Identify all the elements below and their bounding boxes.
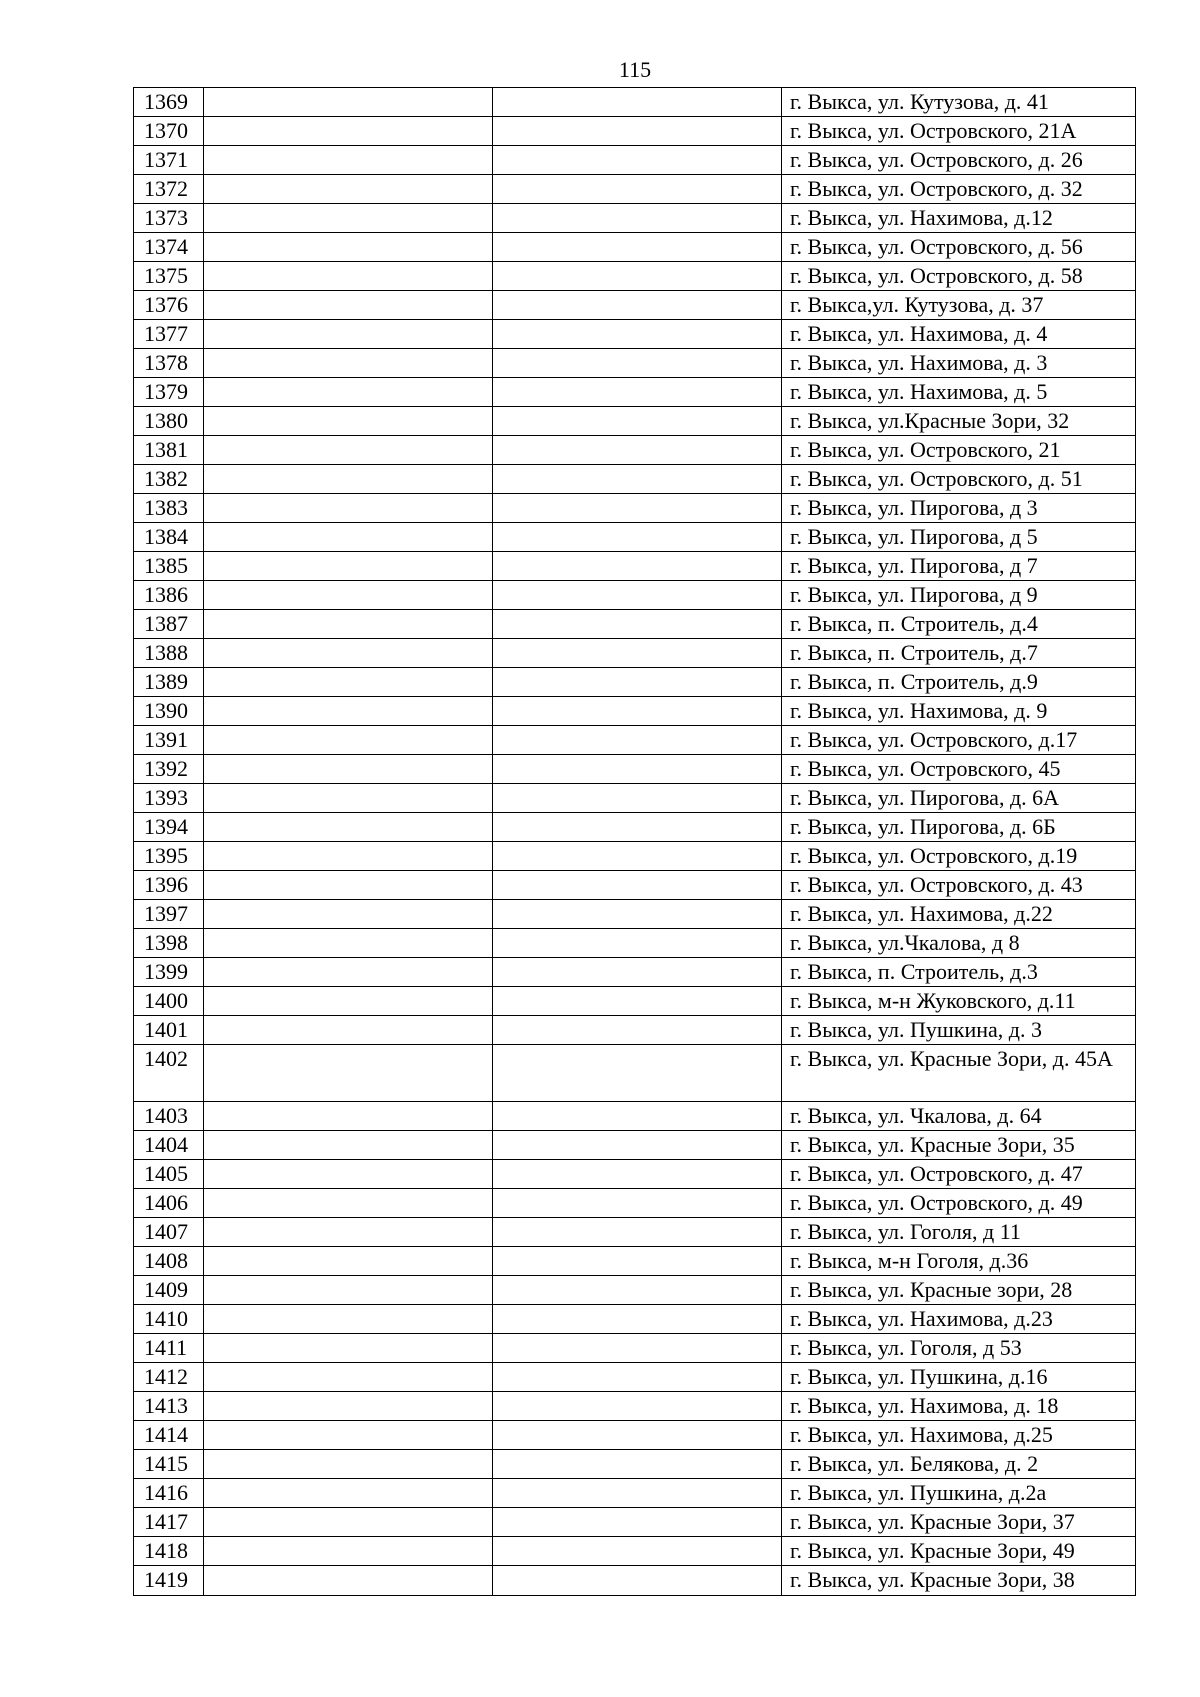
empty-cell (493, 1305, 782, 1334)
table-row (134, 349, 1136, 378)
row-number-cell: 1384 (134, 523, 204, 552)
address-cell: г. Выкса, ул. Красные Зори, 38 (782, 1566, 1136, 1596)
row-number-cell: 1379 (134, 378, 204, 407)
table-row (134, 987, 1136, 1016)
address-cell: г. Выкса, ул. Островского, 45 (782, 755, 1136, 784)
empty-cell (493, 1276, 782, 1305)
row-number-cell: 1410 (134, 1305, 204, 1334)
address-cell: г. Выкса, ул. Кутузова, д. 41 (782, 88, 1136, 117)
address-cell: г. Выкса, ул. Красные Зори, 35 (782, 1131, 1136, 1160)
table-row (134, 668, 1136, 697)
row-number-cell: 1382 (134, 465, 204, 494)
empty-cell (204, 378, 493, 407)
row-number-cell: 1395 (134, 842, 204, 871)
empty-cell (493, 1479, 782, 1508)
table-row (134, 523, 1136, 552)
empty-cell (493, 407, 782, 436)
table-row (134, 900, 1136, 929)
empty-cell (204, 1537, 493, 1566)
address-cell: г. Выкса, м-н Жуковского, д.11 (782, 987, 1136, 1016)
empty-cell (493, 146, 782, 175)
empty-cell (204, 175, 493, 204)
table-row (134, 1102, 1136, 1131)
empty-cell (493, 1131, 782, 1160)
table-row (134, 465, 1136, 494)
empty-cell (493, 639, 782, 668)
address-cell: г. Выкса, ул. Нахимова, д.12 (782, 204, 1136, 233)
row-number-cell: 1393 (134, 784, 204, 813)
table-row (134, 842, 1136, 871)
empty-cell (493, 1566, 782, 1596)
table-row (134, 1508, 1136, 1537)
empty-cell (204, 465, 493, 494)
empty-cell (204, 1450, 493, 1479)
empty-cell (204, 1392, 493, 1421)
empty-cell (204, 262, 493, 291)
empty-cell (493, 349, 782, 378)
row-number-cell: 1401 (134, 1016, 204, 1045)
row-number-cell: 1380 (134, 407, 204, 436)
empty-cell (204, 1566, 493, 1596)
empty-cell (493, 929, 782, 958)
table-row (134, 1479, 1136, 1508)
empty-cell (493, 1160, 782, 1189)
address-cell: г. Выкса,ул. Кутузова, д. 37 (782, 291, 1136, 320)
empty-cell (493, 697, 782, 726)
empty-cell (204, 1305, 493, 1334)
empty-cell (204, 610, 493, 639)
empty-cell (493, 233, 782, 262)
row-number-cell: 1392 (134, 755, 204, 784)
empty-cell (204, 88, 493, 117)
empty-cell (493, 958, 782, 987)
address-cell: г. Выкса, ул. Островского, д. 49 (782, 1189, 1136, 1218)
row-number-cell: 1415 (134, 1450, 204, 1479)
empty-cell (493, 436, 782, 465)
empty-cell (204, 958, 493, 987)
empty-cell (493, 1045, 782, 1102)
empty-cell (493, 871, 782, 900)
address-cell: г. Выкса, ул. Островского, 21А (782, 117, 1136, 146)
address-cell: г. Выкса, ул.Чкалова, д 8 (782, 929, 1136, 958)
address-cell: г. Выкса, ул. Гоголя, д 53 (782, 1334, 1136, 1363)
empty-cell (204, 233, 493, 262)
address-cell: г. Выкса, ул. Пирогова, д. 6Б (782, 813, 1136, 842)
empty-cell (204, 1276, 493, 1305)
table-row (134, 581, 1136, 610)
empty-cell (493, 204, 782, 233)
address-cell: г. Выкса, ул.Красные Зори, 32 (782, 407, 1136, 436)
address-cell: г. Выкса, ул. Нахимова, д. 3 (782, 349, 1136, 378)
page-number: 115 (618, 57, 652, 82)
row-number-cell: 1406 (134, 1189, 204, 1218)
empty-cell (493, 842, 782, 871)
empty-cell (204, 987, 493, 1016)
address-cell: г. Выкса, ул. Островского, 21 (782, 436, 1136, 465)
empty-cell (204, 1160, 493, 1189)
empty-cell (204, 146, 493, 175)
row-number-cell: 1399 (134, 958, 204, 987)
row-number-cell: 1375 (134, 262, 204, 291)
row-number-cell: 1370 (134, 117, 204, 146)
empty-cell (493, 175, 782, 204)
table-row (134, 1131, 1136, 1160)
empty-cell (493, 1537, 782, 1566)
empty-cell (493, 1247, 782, 1276)
empty-cell (204, 1421, 493, 1450)
address-cell: г. Выкса, ул. Нахимова, д. 9 (782, 697, 1136, 726)
row-number-cell: 1413 (134, 1392, 204, 1421)
row-number-cell: 1416 (134, 1479, 204, 1508)
table-row (134, 1218, 1136, 1247)
empty-cell (204, 1218, 493, 1247)
empty-cell (493, 1508, 782, 1537)
row-number-cell: 1400 (134, 987, 204, 1016)
empty-cell (204, 755, 493, 784)
row-number-cell: 1403 (134, 1102, 204, 1131)
empty-cell (493, 726, 782, 755)
empty-cell (493, 581, 782, 610)
table-row (134, 1537, 1136, 1566)
row-number-cell: 1383 (134, 494, 204, 523)
empty-cell (493, 523, 782, 552)
address-cell: г. Выкса, ул. Нахимова, д. 5 (782, 378, 1136, 407)
empty-cell (493, 1102, 782, 1131)
table-row (134, 1334, 1136, 1363)
address-cell: г. Выкса, ул. Островского, д. 56 (782, 233, 1136, 262)
address-cell: г. Выкса, п. Строитель, д.4 (782, 610, 1136, 639)
table-row (134, 784, 1136, 813)
empty-cell (493, 1334, 782, 1363)
row-number-cell: 1374 (134, 233, 204, 262)
table-row (134, 929, 1136, 958)
address-cell: г. Выкса, ул. Белякова, д. 2 (782, 1450, 1136, 1479)
empty-cell (493, 1450, 782, 1479)
empty-cell (204, 900, 493, 929)
empty-cell (204, 929, 493, 958)
empty-cell (493, 610, 782, 639)
empty-cell (204, 291, 493, 320)
empty-cell (493, 320, 782, 349)
empty-cell (493, 262, 782, 291)
row-number-cell: 1385 (134, 552, 204, 581)
empty-cell (204, 494, 493, 523)
table-row (134, 1566, 1136, 1596)
row-number-cell: 1417 (134, 1508, 204, 1537)
empty-cell (493, 117, 782, 146)
empty-cell (204, 842, 493, 871)
row-number-cell: 1412 (134, 1363, 204, 1392)
table-row (134, 88, 1136, 117)
table-row (134, 1305, 1136, 1334)
table-row (134, 204, 1136, 233)
table-row (134, 610, 1136, 639)
table-row (134, 233, 1136, 262)
empty-cell (493, 1218, 782, 1247)
empty-cell (493, 378, 782, 407)
empty-cell (493, 291, 782, 320)
row-number-cell: 1387 (134, 610, 204, 639)
row-number-cell: 1386 (134, 581, 204, 610)
address-cell: г. Выкса, м-н Гоголя, д.36 (782, 1247, 1136, 1276)
row-number-cell: 1391 (134, 726, 204, 755)
address-cell: г. Выкса, п. Строитель, д.7 (782, 639, 1136, 668)
address-cell: г. Выкса, ул. Островского, д. 51 (782, 465, 1136, 494)
empty-cell (204, 204, 493, 233)
address-table (133, 87, 1136, 1596)
row-number-cell: 1418 (134, 1537, 204, 1566)
table-body (134, 88, 1136, 1596)
empty-cell (204, 1508, 493, 1537)
table-row (134, 1450, 1136, 1479)
table-row (134, 1247, 1136, 1276)
empty-cell (204, 1102, 493, 1131)
table-row (134, 1189, 1136, 1218)
address-cell: г. Выкса, ул. Пирогова, д 5 (782, 523, 1136, 552)
empty-cell (204, 407, 493, 436)
address-cell: г. Выкса, ул. Островского, д. 32 (782, 175, 1136, 204)
empty-cell (493, 784, 782, 813)
address-cell: г. Выкса, ул. Пирогова, д 3 (782, 494, 1136, 523)
table-row (134, 117, 1136, 146)
row-number-cell: 1404 (134, 1131, 204, 1160)
empty-cell (204, 436, 493, 465)
address-cell: г. Выкса, ул. Пушкина, д. 3 (782, 1016, 1136, 1045)
table-row (134, 813, 1136, 842)
empty-cell (493, 1189, 782, 1218)
row-number-cell: 1373 (134, 204, 204, 233)
table-row (134, 726, 1136, 755)
row-number-cell: 1369 (134, 88, 204, 117)
table-row (134, 552, 1136, 581)
address-cell: г. Выкса, ул. Островского, д.19 (782, 842, 1136, 871)
row-number-cell: 1409 (134, 1276, 204, 1305)
empty-cell (493, 494, 782, 523)
empty-cell (493, 1421, 782, 1450)
address-cell: г. Выкса, ул. Нахимова, д. 4 (782, 320, 1136, 349)
table-row (134, 378, 1136, 407)
address-cell: г. Выкса, ул. Пирогова, д 9 (782, 581, 1136, 610)
row-number-cell: 1414 (134, 1421, 204, 1450)
row-number-cell: 1390 (134, 697, 204, 726)
table-row (134, 639, 1136, 668)
empty-cell (493, 1363, 782, 1392)
address-cell: г. Выкса, ул. Островского, д. 47 (782, 1160, 1136, 1189)
row-number-cell: 1371 (134, 146, 204, 175)
empty-cell (493, 88, 782, 117)
empty-cell (204, 552, 493, 581)
empty-cell (204, 1016, 493, 1045)
empty-cell (204, 1334, 493, 1363)
address-cell: г. Выкса, ул. Нахимова, д.25 (782, 1421, 1136, 1450)
empty-cell (204, 349, 493, 378)
row-number-cell: 1402 (134, 1045, 204, 1102)
table-row (134, 1045, 1136, 1102)
row-number-cell: 1394 (134, 813, 204, 842)
empty-cell (493, 900, 782, 929)
empty-cell (204, 871, 493, 900)
empty-cell (204, 523, 493, 552)
row-number-cell: 1372 (134, 175, 204, 204)
address-cell: г. Выкса, ул. Гоголя, д 11 (782, 1218, 1136, 1247)
address-cell: г. Выкса, ул. Красные зори, 28 (782, 1276, 1136, 1305)
table-row (134, 871, 1136, 900)
address-cell: г. Выкса, ул. Пушкина, д.16 (782, 1363, 1136, 1392)
empty-cell (204, 117, 493, 146)
table-row (134, 1016, 1136, 1045)
empty-cell (204, 639, 493, 668)
table-row (134, 958, 1136, 987)
row-number-cell: 1397 (134, 900, 204, 929)
row-number-cell: 1419 (134, 1566, 204, 1596)
empty-cell (493, 668, 782, 697)
address-cell: г. Выкса, ул. Пушкина, д.2а (782, 1479, 1136, 1508)
empty-cell (204, 1189, 493, 1218)
empty-cell (493, 1392, 782, 1421)
table-row (134, 1363, 1136, 1392)
address-cell: г. Выкса, ул. Красные Зори, д. 45А (782, 1045, 1136, 1102)
table-row (134, 1421, 1136, 1450)
table-row (134, 1160, 1136, 1189)
address-cell: г. Выкса, ул. Красные Зори, 37 (782, 1508, 1136, 1537)
empty-cell (204, 1131, 493, 1160)
table-row (134, 1276, 1136, 1305)
table-row (134, 262, 1136, 291)
empty-cell (204, 1363, 493, 1392)
empty-cell (204, 581, 493, 610)
address-cell: г. Выкса, п. Строитель, д.3 (782, 958, 1136, 987)
row-number-cell: 1405 (134, 1160, 204, 1189)
address-cell: г. Выкса, ул. Нахимова, д. 18 (782, 1392, 1136, 1421)
table-row (134, 494, 1136, 523)
empty-cell (493, 552, 782, 581)
empty-cell (204, 726, 493, 755)
empty-cell (204, 697, 493, 726)
table-row (134, 320, 1136, 349)
empty-cell (204, 1247, 493, 1276)
row-number-cell: 1381 (134, 436, 204, 465)
address-cell: г. Выкса, ул. Красные Зори, 49 (782, 1537, 1136, 1566)
empty-cell (204, 813, 493, 842)
table-row (134, 291, 1136, 320)
address-cell: г. Выкса, ул. Островского, д.17 (782, 726, 1136, 755)
address-cell: г. Выкса, ул. Пирогова, д 7 (782, 552, 1136, 581)
row-number-cell: 1388 (134, 639, 204, 668)
address-cell: г. Выкса, п. Строитель, д.9 (782, 668, 1136, 697)
table-row (134, 1392, 1136, 1421)
row-number-cell: 1396 (134, 871, 204, 900)
row-number-cell: 1408 (134, 1247, 204, 1276)
table-row (134, 407, 1136, 436)
row-number-cell: 1411 (134, 1334, 204, 1363)
address-cell: г. Выкса, ул. Островского, д. 26 (782, 146, 1136, 175)
empty-cell (493, 987, 782, 1016)
table-row (134, 175, 1136, 204)
empty-cell (493, 813, 782, 842)
empty-cell (204, 320, 493, 349)
empty-cell (204, 1479, 493, 1508)
address-cell: г. Выкса, ул. Островского, д. 58 (782, 262, 1136, 291)
address-cell: г. Выкса, ул. Чкалова, д. 64 (782, 1102, 1136, 1131)
row-number-cell: 1389 (134, 668, 204, 697)
address-cell: г. Выкса, ул. Островского, д. 43 (782, 871, 1136, 900)
table-row (134, 436, 1136, 465)
row-number-cell: 1376 (134, 291, 204, 320)
empty-cell (204, 1045, 493, 1102)
address-cell: г. Выкса, ул. Пирогова, д. 6А (782, 784, 1136, 813)
table-row (134, 755, 1136, 784)
address-cell: г. Выкса, ул. Нахимова, д.22 (782, 900, 1136, 929)
empty-cell (493, 465, 782, 494)
row-number-cell: 1378 (134, 349, 204, 378)
address-cell: г. Выкса, ул. Нахимова, д.23 (782, 1305, 1136, 1334)
row-number-cell: 1407 (134, 1218, 204, 1247)
table-row (134, 146, 1136, 175)
empty-cell (493, 1016, 782, 1045)
empty-cell (204, 668, 493, 697)
empty-cell (204, 784, 493, 813)
row-number-cell: 1377 (134, 320, 204, 349)
table-row (134, 697, 1136, 726)
empty-cell (493, 755, 782, 784)
row-number-cell: 1398 (134, 929, 204, 958)
